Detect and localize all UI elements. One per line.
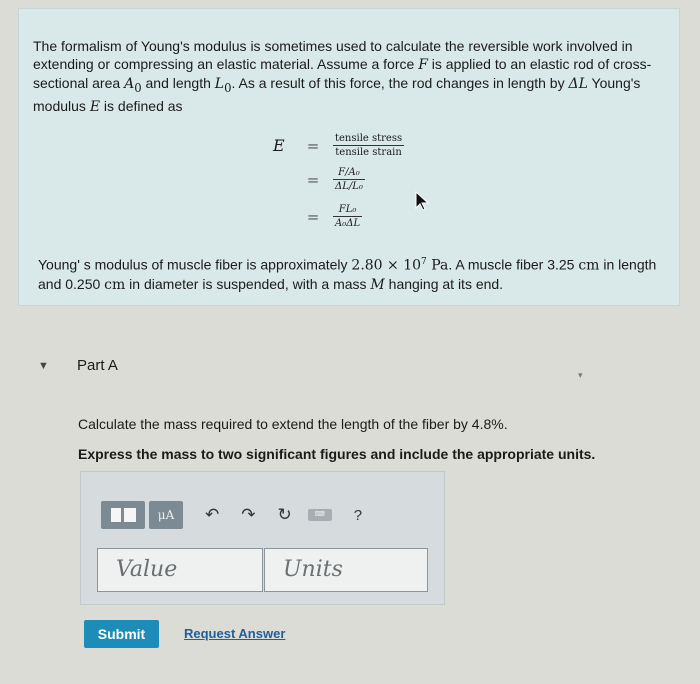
length-symbol: L bbox=[214, 76, 225, 92]
value-input[interactable]: Value bbox=[97, 548, 263, 592]
collapse-caret-icon[interactable]: ▼ bbox=[38, 360, 49, 372]
fraction-stress-strain bbox=[333, 133, 404, 158]
mass-symbol: M bbox=[370, 276, 385, 293]
redo-icon[interactable]: ↷ bbox=[241, 505, 256, 524]
part-title[interactable]: Part A bbox=[77, 357, 118, 374]
equals-sign: = bbox=[306, 170, 320, 189]
fraction-denominator: A₀ΔL bbox=[335, 218, 361, 229]
modulus-exponent: 7 bbox=[421, 257, 427, 267]
muscle-text-4: in diameter is suspended, with a mass bbox=[125, 275, 371, 292]
muscle-text-1: Young' s modulus of muscle fiber is approximately bbox=[38, 256, 352, 273]
intro-text-5: Young's modulus bbox=[33, 75, 641, 114]
area-subscript: 0 bbox=[134, 80, 142, 95]
pascal-unit: Pa bbox=[426, 257, 449, 274]
intro-paragraph bbox=[33, 37, 669, 116]
delta-length-symbol: ΔL bbox=[568, 76, 588, 92]
muscle-text-3: in length and 0.250 bbox=[38, 256, 657, 292]
template-button[interactable] bbox=[101, 501, 145, 529]
intro-text-4: . As a result of this force, the rod changes in length by bbox=[231, 75, 569, 91]
equation-row-2 bbox=[293, 167, 365, 192]
template-icon bbox=[111, 508, 121, 522]
fraction-denominator: tensile strain bbox=[335, 147, 402, 158]
intro-text-3: and length bbox=[141, 75, 215, 91]
units-symbol-button[interactable]: μA bbox=[149, 501, 183, 529]
units-input[interactable]: Units bbox=[264, 548, 428, 592]
intro-text-6: is defined as bbox=[100, 97, 183, 114]
equation-row-1 bbox=[273, 133, 404, 158]
submit-button[interactable]: Submit bbox=[84, 620, 159, 648]
fraction-fl-over-adl bbox=[333, 204, 362, 229]
undo-icon[interactable]: ↶ bbox=[205, 505, 220, 524]
modulus-value: 2.80 × 10 bbox=[351, 257, 422, 274]
equals-sign: = bbox=[306, 136, 320, 155]
help-icon[interactable]: ? bbox=[353, 506, 363, 524]
modulus-symbol: E bbox=[89, 98, 101, 115]
mouse-cursor-icon bbox=[414, 190, 432, 212]
cm-unit: cm bbox=[578, 257, 600, 274]
cm-unit: cm bbox=[104, 276, 126, 293]
question-text: Calculate the mass required to extend the length of the fiber by 4.8%. bbox=[78, 416, 508, 432]
instruction-text: Express the mass to two significant figures and include the appropriate units. bbox=[78, 446, 596, 462]
template-icon bbox=[124, 508, 136, 522]
fraction-numerator: F/A₀ bbox=[338, 167, 360, 178]
fraction-numerator: tensile stress bbox=[335, 133, 403, 144]
equals-sign: = bbox=[306, 207, 320, 226]
fraction-force-area bbox=[333, 167, 365, 192]
muscle-fiber-paragraph bbox=[38, 253, 658, 294]
fraction-numerator: FL₀ bbox=[338, 204, 357, 215]
reset-icon[interactable]: ↻ bbox=[277, 505, 292, 524]
math-toolbar bbox=[101, 500, 362, 530]
intro-text-1: The formalism of Young's modulus is sometimes used to calculate the reversible work involved in extending or compressing an elastic material. Assume a force bbox=[33, 38, 633, 72]
fraction-denominator: ΔL/L₀ bbox=[335, 181, 363, 192]
muscle-text-5: hanging at its end. bbox=[384, 275, 504, 292]
answer-panel bbox=[80, 471, 445, 605]
chevron-down-icon: ▾ bbox=[578, 370, 583, 380]
equation-lhs: E bbox=[273, 136, 285, 155]
intro-text-2: is applied to an elastic rod of cross-sectional area bbox=[33, 56, 652, 91]
equation-row-3 bbox=[293, 204, 362, 229]
muscle-text-2: . A muscle fiber 3.25 bbox=[448, 256, 579, 273]
length-subscript: 0 bbox=[224, 80, 232, 95]
keyboard-icon[interactable]: ⌨ bbox=[308, 509, 332, 521]
area-symbol: A bbox=[124, 76, 135, 92]
force-symbol: F bbox=[418, 57, 428, 73]
request-answer-link[interactable]: Request Answer bbox=[184, 626, 286, 641]
